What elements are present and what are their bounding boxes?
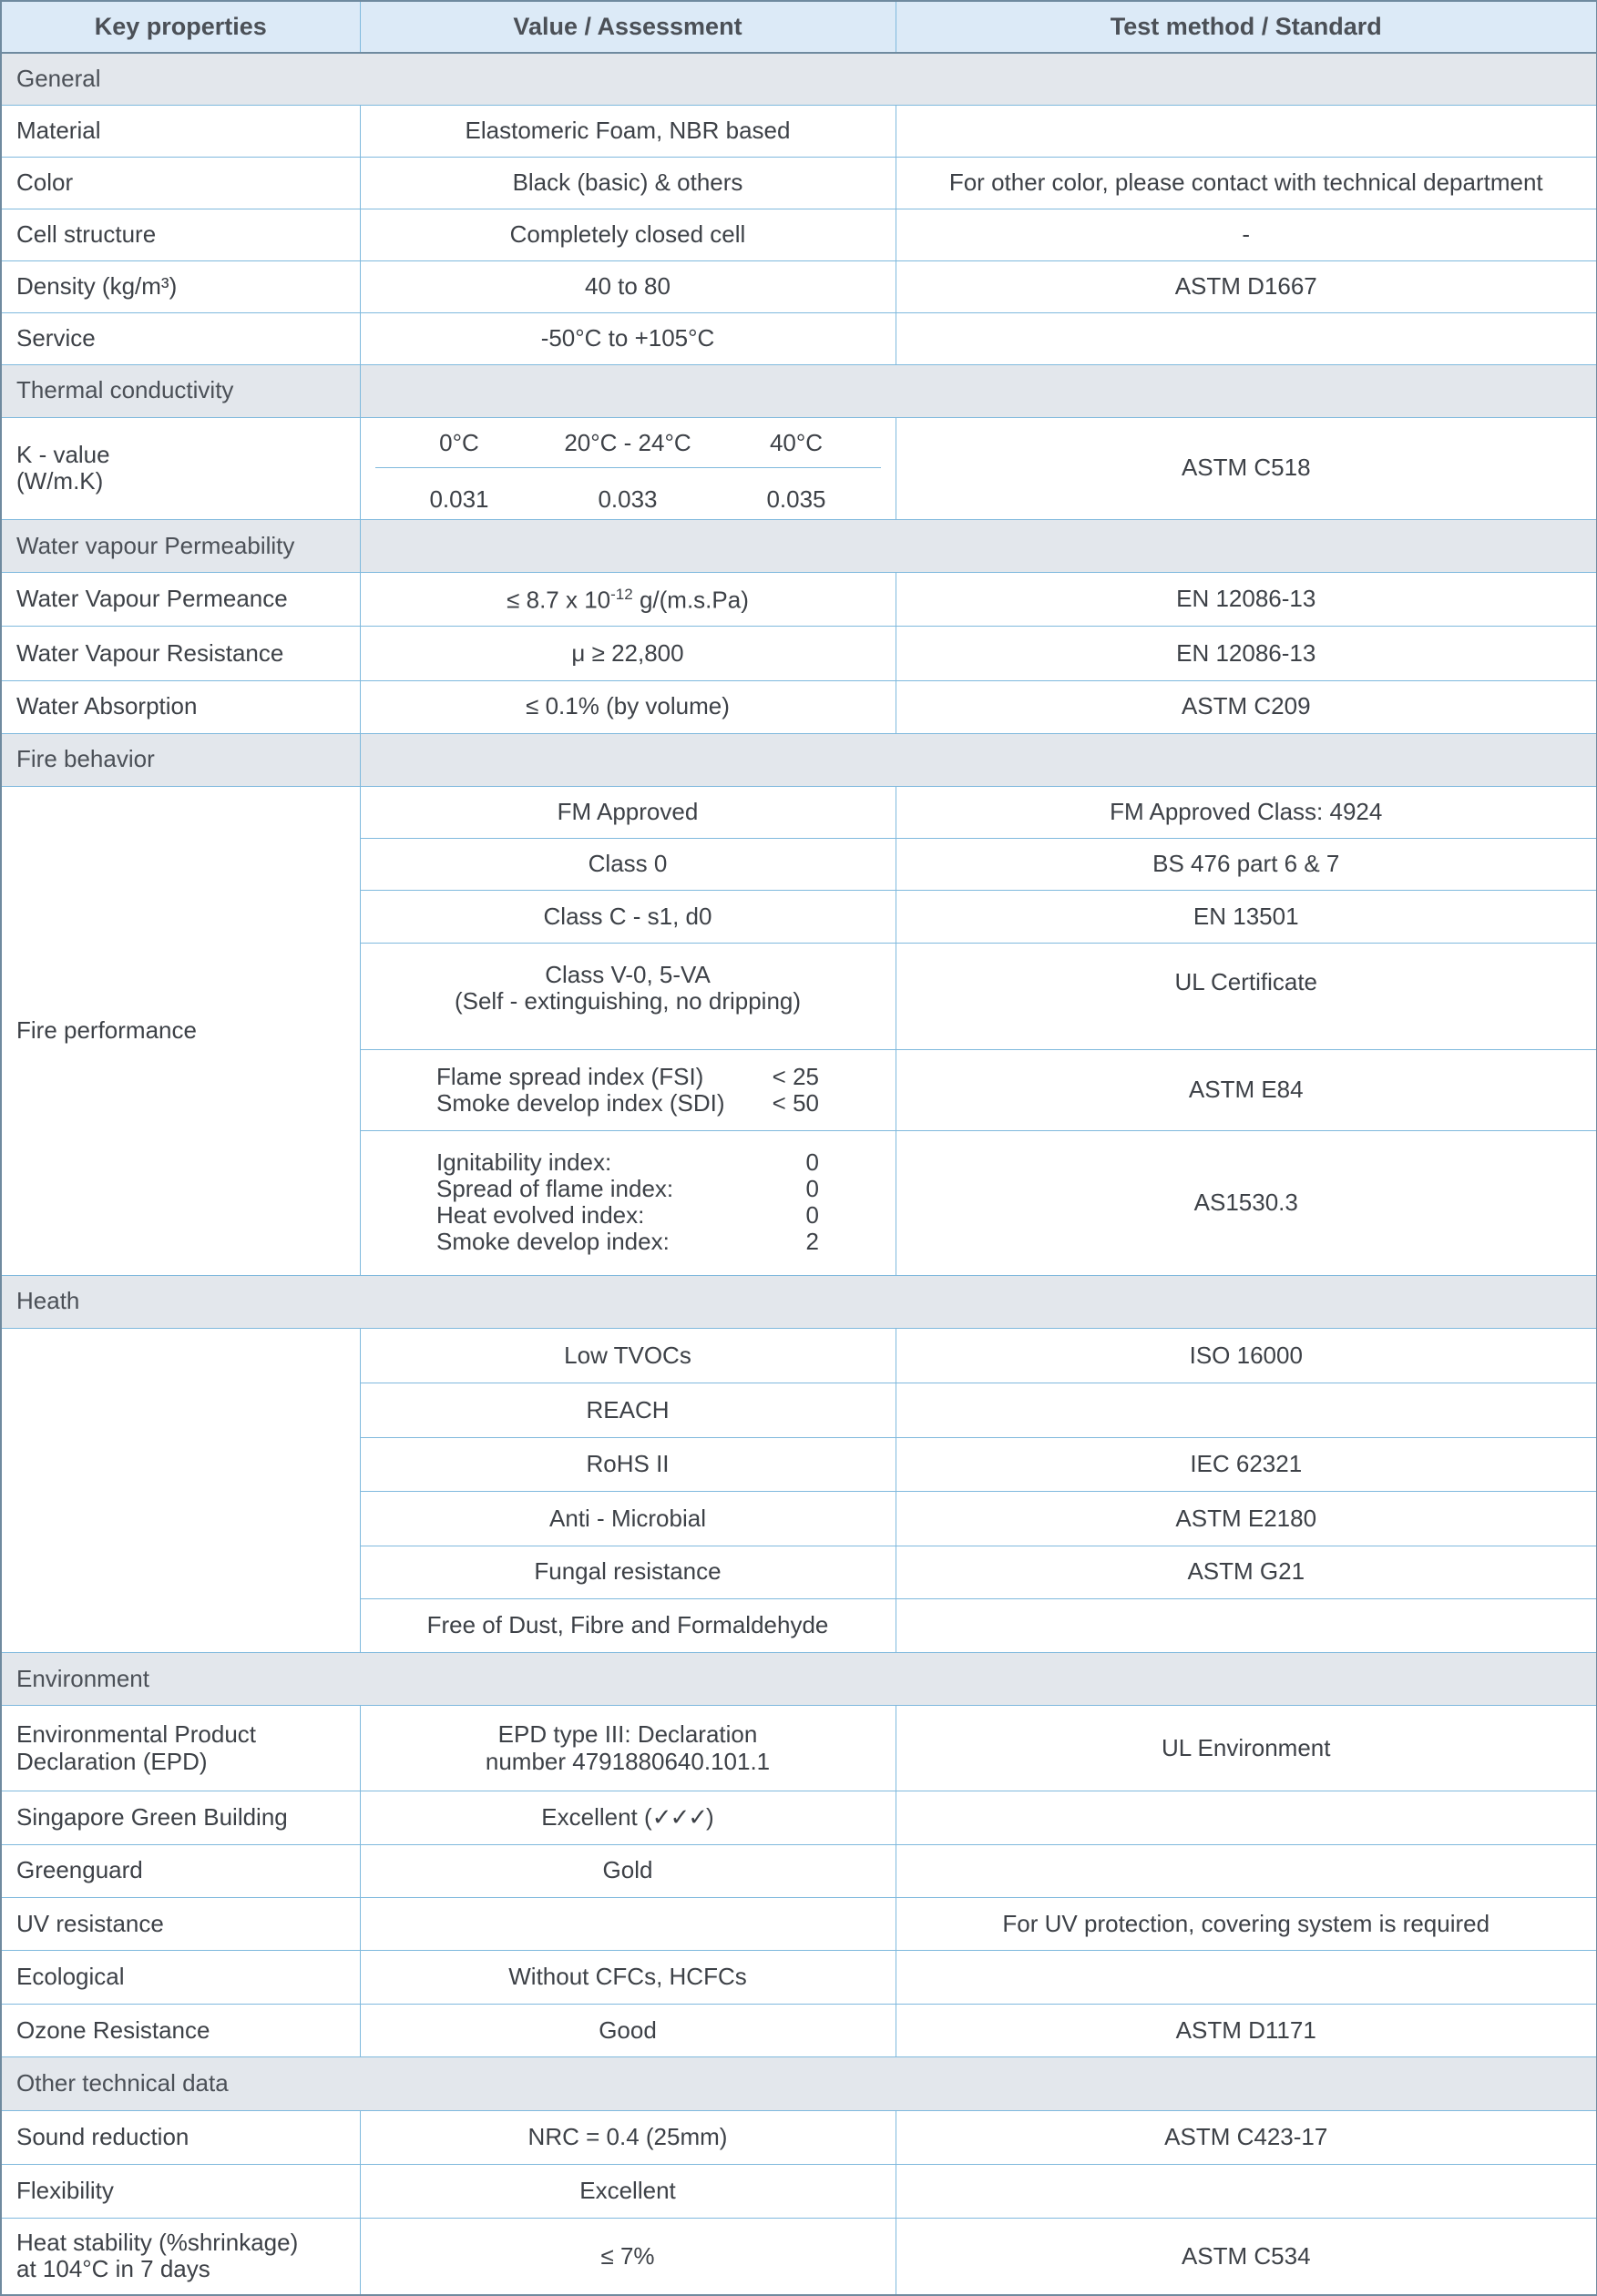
test-cell	[896, 105, 1597, 157]
test-cell: UL Environment	[896, 1706, 1597, 1791]
value-cell: Without CFCs, HCFCs	[360, 1951, 896, 2005]
value-cell: μ ≥ 22,800	[360, 627, 896, 680]
table-row	[1, 209, 1597, 261]
section-row-environment	[1, 1653, 1597, 1706]
property-cell: Ecological	[1, 1951, 360, 2005]
k-value-numbers-row	[375, 468, 881, 519]
section-row-water	[1, 520, 1597, 573]
value-cell: Anti - Microbial	[360, 1492, 896, 1546]
header-test-method: Test method / Standard	[896, 1, 1597, 53]
k-value-grid	[360, 417, 896, 519]
k-number: 0.031	[429, 485, 489, 513]
test-cell: EN 13501	[896, 891, 1597, 943]
check-marks-icon: ✓✓✓	[651, 1803, 707, 1832]
test-cell	[896, 313, 1597, 364]
test-cell	[896, 2164, 1597, 2218]
test-cell	[896, 1383, 1597, 1438]
property-line: at 104°C in 7 days	[16, 2255, 210, 2283]
table-row	[1, 2005, 1597, 2057]
value-text: Excellent (	[541, 1803, 652, 1832]
table-row	[1, 573, 1597, 627]
section-title: Other technical data	[1, 2057, 1597, 2110]
header-key-properties: Key properties	[1, 1, 360, 53]
value-exponent: -12	[610, 585, 633, 603]
property-cell: Water Vapour Resistance	[1, 627, 360, 680]
index-value: 0	[805, 1175, 819, 1203]
value-cell: Completely closed cell	[360, 209, 896, 261]
test-cell: -	[896, 209, 1597, 261]
k-temperature-row	[375, 418, 881, 468]
section-title: Heath	[1, 1275, 1597, 1328]
test-cell: AS1530.3	[896, 1131, 1597, 1276]
index-row	[436, 1064, 819, 1090]
index-row	[436, 1176, 819, 1202]
property-cell: Service	[1, 313, 360, 364]
section-row-fire	[1, 733, 1597, 786]
table-row	[1, 313, 1597, 364]
k-number: 0.033	[598, 485, 658, 513]
table-row	[1, 1706, 1597, 1791]
value-cell	[360, 1131, 896, 1276]
table-row	[1, 1951, 1597, 2005]
value-cell: Elastomeric Foam, NBR based	[360, 105, 896, 157]
test-cell: ASTM C518	[896, 417, 1597, 519]
value-cell: FM Approved	[360, 787, 896, 839]
property-cell: Sound reduction	[1, 2110, 360, 2164]
test-cell	[896, 1791, 1597, 1844]
index-value: < 25	[772, 1062, 819, 1090]
test-cell	[896, 1951, 1597, 2005]
property-line: Declaration (EPD)	[16, 1747, 208, 1775]
table-row	[1, 261, 1597, 313]
property-cell: Water Absorption	[1, 680, 360, 733]
index-value: 0	[805, 1148, 819, 1177]
value-text: ≤ 8.7 x 10	[507, 586, 611, 614]
value-cell: ≤ 0.1% (by volume)	[360, 680, 896, 733]
test-cell: For UV protection, covering system is required	[896, 1897, 1597, 1950]
section-row-health	[1, 1275, 1597, 1328]
test-cell	[896, 1598, 1597, 1652]
section-row-thermal	[1, 364, 1597, 417]
test-cell: ASTM E84	[896, 1049, 1597, 1130]
k-temp: 40°C	[769, 428, 824, 456]
section-fill	[360, 364, 1597, 417]
index-value: < 50	[772, 1088, 819, 1117]
test-cell: ASTM D1667	[896, 261, 1597, 313]
value-cell: ≤ 7%	[360, 2218, 896, 2295]
property-line: Environmental Product	[16, 1719, 257, 1748]
test-cell: EN 12086-13	[896, 627, 1597, 680]
test-cell: For other color, please contact with technical department	[896, 157, 1597, 209]
index-label: Heat evolved index:	[436, 1201, 645, 1230]
value-cell: NRC = 0.4 (25mm)	[360, 2110, 896, 2164]
property-cell	[1, 417, 360, 519]
property-cell: Singapore Green Building	[1, 1791, 360, 1844]
test-cell: ASTM G21	[896, 1546, 1597, 1598]
index-value: 0	[805, 1201, 819, 1230]
index-row	[436, 1229, 819, 1255]
value-cell	[360, 1791, 896, 1844]
value-cell: REACH	[360, 1383, 896, 1438]
property-cell: Color	[1, 157, 360, 209]
index-row	[436, 1090, 819, 1117]
index-list	[436, 1149, 819, 1255]
section-fill	[360, 520, 1597, 573]
test-cell: ISO 16000	[896, 1328, 1597, 1383]
index-label: Spread of flame index:	[436, 1175, 674, 1203]
value-cell: Good	[360, 2005, 896, 2057]
section-row-general	[1, 53, 1597, 105]
value-cell: RoHS II	[360, 1438, 896, 1492]
table-row	[1, 1897, 1597, 1950]
test-cell: UL Certificate	[896, 943, 1597, 1049]
value-cell: Excellent	[360, 2164, 896, 2218]
test-cell: ASTM C423-17	[896, 2110, 1597, 2164]
section-row-other	[1, 2057, 1597, 2110]
section-title: General	[1, 53, 1597, 105]
index-label: Ignitability index:	[436, 1148, 612, 1177]
test-cell: EN 12086-13	[896, 573, 1597, 627]
property-cell	[1, 2218, 360, 2295]
property-cell-empty	[1, 1328, 360, 1652]
value-cell: Fungal resistance	[360, 1546, 896, 1598]
header-value-assessment: Value / Assessment	[360, 1, 896, 53]
table-row	[1, 1844, 1597, 1897]
value-cell: Class 0	[360, 839, 896, 891]
table-row	[1, 1328, 1597, 1383]
table-row	[1, 2164, 1597, 2218]
test-cell: IEC 62321	[896, 1438, 1597, 1492]
k-value-label: K - value	[16, 440, 110, 468]
table-row	[1, 2110, 1597, 2164]
test-cell: ASTM C534	[896, 2218, 1597, 2295]
k-value-row	[1, 417, 1597, 519]
value-line: number 4791880640.101.1	[485, 1747, 771, 1775]
section-title: Environment	[1, 1653, 1597, 1706]
value-line: EPD type III: Declaration	[497, 1719, 758, 1748]
index-row	[436, 1202, 819, 1229]
index-value: 2	[805, 1228, 819, 1256]
property-cell: Density (kg/m³)	[1, 261, 360, 313]
table-row	[1, 627, 1597, 680]
value-cell: -50°C to +105°C	[360, 313, 896, 364]
table-row	[1, 157, 1597, 209]
value-cell: Gold	[360, 1844, 896, 1897]
value-cell	[360, 1049, 896, 1130]
value-line: Class V-0, 5-VA	[545, 960, 711, 988]
table-row	[1, 787, 1597, 839]
test-cell	[896, 1844, 1597, 1897]
test-cell: ASTM C209	[896, 680, 1597, 733]
property-cell: Flexibility	[1, 2164, 360, 2218]
k-value-unit: (W/m.K)	[16, 467, 104, 495]
property-cell: Cell structure	[1, 209, 360, 261]
section-fill	[360, 733, 1597, 786]
test-cell: FM Approved Class: 4924	[896, 787, 1597, 839]
k-temp: 20°C - 24°C	[564, 428, 691, 456]
k-number: 0.035	[766, 485, 826, 513]
value-cell	[360, 573, 896, 627]
index-label: Smoke develop index:	[436, 1228, 670, 1256]
table-header-row	[1, 1, 1597, 53]
value-cell	[360, 943, 896, 1049]
test-cell: BS 476 part 6 & 7	[896, 839, 1597, 891]
value-text: )	[706, 1803, 714, 1832]
table-row	[1, 2218, 1597, 2295]
property-cell	[1, 1706, 360, 1791]
test-cell: ASTM D1171	[896, 2005, 1597, 2057]
property-cell: Greenguard	[1, 1844, 360, 1897]
table-row	[1, 105, 1597, 157]
value-line: (Self - extinguishing, no dripping)	[454, 987, 802, 1015]
value-cell	[360, 1706, 896, 1791]
value-cell: Free of Dust, Fibre and Formaldehyde	[360, 1598, 896, 1652]
value-cell: Low TVOCs	[360, 1328, 896, 1383]
value-cell	[360, 1897, 896, 1950]
section-title: Fire behavior	[1, 733, 360, 786]
index-list	[436, 1064, 819, 1117]
property-cell: Water Vapour Permeance	[1, 573, 360, 627]
index-row	[436, 1149, 819, 1176]
property-line: Heat stability (%shrinkage)	[16, 2228, 299, 2256]
value-cell: Black (basic) & others	[360, 157, 896, 209]
table-row	[1, 680, 1597, 733]
value-cell: 40 to 80	[360, 261, 896, 313]
property-cell: UV resistance	[1, 1897, 360, 1950]
k-temp: 0°C	[439, 428, 479, 456]
section-title: Water vapour Permeability	[1, 520, 360, 573]
property-cell: Material	[1, 105, 360, 157]
index-label: Flame spread index (FSI)	[436, 1062, 704, 1090]
property-cell: Ozone Resistance	[1, 2005, 360, 2057]
section-title: Thermal conductivity	[1, 364, 360, 417]
table-row	[1, 1791, 1597, 1844]
value-cell: Class C - s1, d0	[360, 891, 896, 943]
property-cell: Fire performance	[1, 787, 360, 1276]
index-label: Smoke develop index (SDI)	[436, 1088, 725, 1117]
test-cell: ASTM E2180	[896, 1492, 1597, 1546]
value-unit: g/(m.s.Pa)	[632, 586, 749, 614]
